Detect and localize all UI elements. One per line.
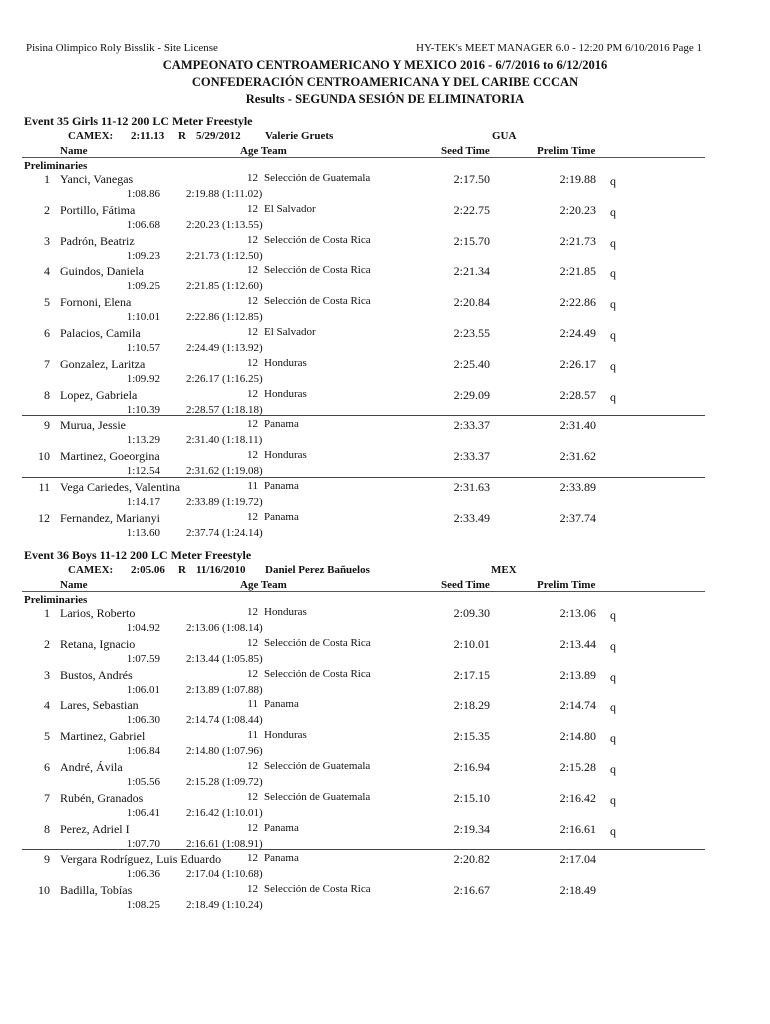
seed-time: 2:15.35	[453, 729, 490, 744]
column-prelim-time: Prelim Time	[537, 145, 596, 157]
prelim-time: 2:15.28	[559, 760, 596, 774]
swimmer-age: 11	[247, 729, 258, 742]
result-row	[0, 480, 770, 511]
split-50: 1:06.41	[126, 806, 160, 819]
split-50: 1:07.59	[126, 652, 160, 665]
split-50: 1:09.92	[126, 372, 160, 385]
place-number: 4	[44, 264, 50, 279]
split-50: 1:14.17	[126, 496, 160, 508]
swimmer-age: 12	[247, 510, 258, 523]
result-row	[0, 852, 770, 883]
team-name: Honduras	[264, 729, 307, 742]
team-name: Panama	[264, 418, 299, 431]
qualified-mark: q	[610, 700, 616, 715]
prelim-time: 2:31.40	[559, 418, 596, 433]
place-number: 5	[44, 729, 50, 744]
swimmer-age: 12	[247, 606, 258, 618]
team-name: Panama	[264, 510, 299, 523]
place-number: 1	[44, 606, 50, 620]
place-number: 6	[44, 326, 50, 340]
team-name: Panama	[264, 852, 299, 865]
prelim-time: 2:21.73	[559, 233, 596, 248]
swimmer-age: 12	[247, 418, 258, 431]
column-prelim-time: Prelim Time	[537, 579, 596, 591]
place-number: 5	[44, 295, 50, 310]
result-row	[0, 822, 770, 853]
qualified-mark: q	[610, 358, 616, 373]
qualified-mark: q	[610, 389, 616, 404]
swimmer-name: Lopez, Gabriela	[60, 387, 138, 402]
result-row	[0, 234, 770, 265]
split-final: 2:26.17 (1:16.25)	[186, 372, 263, 385]
swimmer-name: Bustos, Andrés	[60, 667, 133, 682]
swimmer-age: 12	[247, 264, 258, 277]
split-50: 1:05.56	[126, 776, 160, 788]
place-number: 12	[38, 510, 50, 525]
place-number: 6	[44, 760, 50, 774]
result-row	[0, 511, 770, 542]
column-seed-time: Seed Time	[441, 145, 490, 157]
split-final: 2:17.04 (1:10.68)	[186, 868, 263, 881]
place-number: 3	[44, 233, 50, 248]
swimmer-age: 11	[247, 698, 258, 711]
swimmer-age: 12	[247, 636, 258, 649]
team-name: El Salvador	[264, 202, 316, 215]
session-title: Results - SEGUNDA SESIÓN DE ELIMINATORIA	[245, 92, 525, 106]
swimmer-name: Fornoni, Elena	[60, 295, 132, 310]
result-row	[0, 326, 770, 357]
seed-time: 2:17.50	[453, 172, 490, 186]
team-name: Panama	[264, 698, 299, 711]
qualified-mark: q	[610, 731, 616, 746]
swimmer-age: 12	[247, 387, 258, 400]
qualified-mark: q	[610, 204, 616, 219]
swimmer-name: Vergara Rodríguez, Luis Eduardo	[60, 852, 222, 867]
qualified-mark: q	[610, 669, 616, 684]
split-50: 1:10.39	[126, 403, 160, 416]
swimmer-name: Larios, Roberto	[60, 606, 136, 620]
swimmer-age: 12	[247, 883, 258, 896]
prelim-time: 2:20.23	[559, 202, 596, 217]
record-type: R	[178, 130, 186, 142]
column-name: Name	[60, 145, 88, 157]
prelim-time: 2:24.49	[559, 326, 596, 340]
result-row	[0, 698, 770, 729]
section-label: Preliminaries	[24, 594, 88, 606]
event-title: Event 36 Boys 11-12 200 LC Meter Freestyle	[24, 548, 252, 562]
team-name: Honduras	[264, 387, 307, 400]
prelim-time: 2:13.44	[559, 636, 596, 651]
qualifier-cutoff-rule	[22, 415, 705, 416]
swimmer-age: 12	[247, 326, 258, 338]
team-name: Selección de Costa Rica	[264, 667, 371, 680]
split-final: 2:15.28 (1:09.72)	[186, 776, 263, 788]
record-time: 2:05.06	[131, 564, 165, 576]
seed-time: 2:18.29	[453, 698, 490, 713]
record-label: CAMEX:	[68, 564, 114, 576]
qualified-mark: q	[610, 174, 616, 188]
qualifier-cutoff-rule	[22, 477, 705, 478]
record-country: MEX	[491, 564, 517, 576]
split-50: 1:13.29	[126, 434, 160, 447]
result-row	[0, 791, 770, 822]
prelim-time: 2:28.57	[559, 387, 596, 402]
prelim-time: 2:16.42	[559, 790, 596, 805]
split-final: 2:13.06 (1:08.14)	[186, 622, 263, 634]
split-50: 1:06.68	[126, 218, 160, 231]
swimmer-name: André, Ávila	[60, 760, 123, 774]
result-row	[0, 449, 770, 480]
split-50: 1:06.36	[126, 868, 160, 881]
split-50: 1:09.25	[126, 280, 160, 293]
swimmer-name: Vega Cariedes, Valentina	[60, 480, 181, 494]
place-number: 3	[44, 667, 50, 682]
swimmer-age: 11	[247, 480, 258, 492]
qualified-mark: q	[610, 762, 616, 776]
split-final: 2:31.40 (1:18.11)	[186, 434, 263, 447]
swimmer-name: Badilla, Tobías	[60, 883, 133, 898]
header-rule	[22, 591, 705, 592]
swimmer-name: Lares, Sebastian	[60, 698, 139, 713]
prelim-time: 2:26.17	[559, 356, 596, 371]
site-license-header: Pisina Olimpico Roly Bisslik - Site License	[26, 42, 218, 54]
record-time: 2:11.13	[131, 130, 165, 142]
split-final: 2:19.88 (1:11.02)	[186, 188, 263, 200]
swimmer-age: 12	[247, 790, 258, 803]
team-name: Selección de Guatemala	[264, 172, 371, 184]
team-name: Selección de Costa Rica	[264, 264, 371, 277]
prelim-time: 2:22.86	[559, 295, 596, 310]
place-number: 2	[44, 202, 50, 217]
event-title: Event 35 Girls 11-12 200 LC Meter Freestyle	[24, 114, 253, 128]
team-name: Honduras	[264, 606, 307, 618]
prelim-time: 2:37.74	[559, 510, 596, 525]
seed-time: 2:25.40	[453, 356, 490, 371]
seed-time: 2:33.37	[453, 449, 490, 464]
swimmer-age: 12	[247, 852, 258, 865]
split-50: 1:13.60	[126, 526, 160, 539]
split-50: 1:08.25	[126, 899, 160, 912]
swimmer-name: Fernandez, Marianyi	[60, 510, 160, 525]
split-50: 1:10.01	[126, 311, 160, 324]
seed-time: 2:20.84	[453, 295, 490, 310]
seed-time: 2:22.75	[453, 202, 490, 217]
team-name: Panama	[264, 480, 299, 492]
seed-time: 2:31.63	[453, 480, 490, 494]
swimmer-age: 12	[247, 356, 258, 369]
result-row	[0, 729, 770, 760]
qualified-mark: q	[610, 266, 616, 281]
header-rule	[22, 157, 705, 158]
split-final: 2:14.80 (1:07.96)	[186, 745, 263, 758]
team-name: Panama	[264, 821, 299, 834]
swimmer-name: Murua, Jessie	[60, 418, 126, 433]
team-name: Selección de Guatemala	[264, 790, 371, 803]
team-name: El Salvador	[264, 326, 316, 338]
result-row	[0, 172, 770, 203]
swimmer-name: Palacios, Camila	[60, 326, 141, 340]
column-age-team: Age Team	[240, 579, 287, 591]
result-row	[0, 883, 770, 914]
seed-time: 2:16.94	[453, 760, 490, 774]
seed-time: 2:16.67	[453, 883, 490, 898]
record-type: R	[178, 564, 186, 576]
result-row	[0, 760, 770, 791]
split-final: 2:16.42 (1:10.01)	[186, 806, 263, 819]
swimmer-name: Yanci, Vanegas	[60, 172, 134, 186]
seed-time: 2:33.49	[453, 510, 490, 525]
seed-time: 2:33.37	[453, 418, 490, 433]
seed-time: 2:17.15	[453, 667, 490, 682]
split-final: 2:16.61 (1:08.91)	[186, 837, 263, 850]
place-number: 7	[44, 790, 50, 805]
split-final: 2:21.85 (1:12.60)	[186, 280, 263, 293]
swimmer-name: Guindos, Daniela	[60, 264, 144, 279]
swimmer-age: 12	[247, 233, 258, 246]
prelim-time: 2:18.49	[559, 883, 596, 898]
split-final: 2:14.74 (1:08.44)	[186, 714, 263, 727]
meet-title: CAMPEONATO CENTROAMERICANO Y MEXICO 2016 - 6/7/2016 to 6/12/2016	[162, 58, 608, 72]
place-number: 9	[44, 418, 50, 433]
swimmer-age: 12	[247, 172, 258, 184]
swimmer-name: Martinez, Gabriel	[60, 729, 146, 744]
place-number: 10	[38, 449, 50, 464]
result-row	[0, 264, 770, 295]
prelim-time: 2:13.06	[559, 606, 596, 620]
result-row	[0, 606, 770, 637]
seed-time: 2:10.01	[453, 636, 490, 651]
qualified-mark: q	[610, 297, 616, 312]
column-seed-time: Seed Time	[441, 579, 490, 591]
team-name: Selección de Costa Rica	[264, 636, 371, 649]
swimmer-name: Gonzalez, Laritza	[60, 356, 146, 371]
swimmer-name: Retana, Ignacio	[60, 636, 136, 651]
split-final: 2:28.57 (1:18.18)	[186, 403, 263, 416]
record-date: 11/16/2010	[196, 564, 246, 576]
swimmer-name: Perez, Adriel I	[60, 821, 130, 836]
team-name: Selección de Costa Rica	[264, 295, 371, 308]
prelim-time: 2:16.61	[559, 821, 596, 836]
prelim-time: 2:31.62	[559, 449, 596, 464]
place-number: 4	[44, 698, 50, 713]
swimmer-age: 12	[247, 202, 258, 215]
split-50: 1:09.23	[126, 249, 160, 262]
qualifier-cutoff-rule	[22, 849, 705, 850]
result-row	[0, 418, 770, 449]
swimmer-age: 12	[247, 760, 258, 772]
split-50: 1:06.84	[126, 745, 160, 758]
record-holder: Valerie Gruets	[265, 130, 334, 142]
result-row	[0, 668, 770, 699]
swimmer-age: 12	[247, 667, 258, 680]
swimmer-name: Martinez, Goeorgina	[60, 449, 160, 464]
confederation-title: CONFEDERACIÓN CENTROAMERICANA Y DEL CARIBE CCCAN	[191, 75, 579, 89]
team-name: Honduras	[264, 449, 307, 462]
result-row	[0, 295, 770, 326]
qualified-mark: q	[610, 235, 616, 250]
qualified-mark: q	[610, 328, 616, 342]
place-number: 7	[44, 356, 50, 371]
split-final: 2:20.23 (1:13.55)	[186, 218, 263, 231]
prelim-time: 2:33.89	[559, 480, 596, 494]
split-final: 2:33.89 (1:19.72)	[186, 496, 263, 508]
split-50: 1:06.01	[126, 683, 160, 696]
place-number: 8	[44, 821, 50, 836]
split-50: 1:04.92	[126, 622, 160, 634]
split-final: 2:21.73 (1:12.50)	[186, 249, 263, 262]
record-date: 5/29/2012	[196, 130, 241, 142]
seed-time: 2:20.82	[453, 852, 490, 867]
seed-time: 2:15.10	[453, 790, 490, 805]
seed-time: 2:15.70	[453, 233, 490, 248]
prelim-time: 2:13.89	[559, 667, 596, 682]
seed-time: 2:21.34	[453, 264, 490, 279]
split-final: 2:22.86 (1:12.85)	[186, 311, 263, 324]
prelim-time: 2:17.04	[559, 852, 596, 867]
software-timestamp-header: HY-TEK's MEET MANAGER 6.0 - 12:20 PM 6/10/2016 Page 1	[416, 42, 702, 54]
place-number: 9	[44, 852, 50, 867]
seed-time: 2:19.34	[453, 821, 490, 836]
qualified-mark: q	[610, 608, 616, 622]
seed-time: 2:29.09	[453, 387, 490, 402]
split-50: 1:12.54	[126, 465, 160, 478]
team-name: Selección de Guatemala	[264, 760, 371, 772]
seed-time: 2:09.30	[453, 606, 490, 620]
place-number: 8	[44, 387, 50, 402]
result-row	[0, 357, 770, 388]
column-name: Name	[60, 579, 88, 591]
split-50: 1:07.70	[126, 837, 160, 850]
prelim-time: 2:14.74	[559, 698, 596, 713]
swimmer-name: Padrón, Beatriz	[60, 233, 135, 248]
swimmer-age: 12	[247, 295, 258, 308]
swimmer-age: 12	[247, 821, 258, 834]
split-50: 1:06.30	[126, 714, 160, 727]
place-number: 1	[44, 172, 50, 186]
qualified-mark: q	[610, 823, 616, 838]
team-name: Selección de Costa Rica	[264, 883, 371, 896]
seed-time: 2:23.55	[453, 326, 490, 340]
split-final: 2:24.49 (1:13.92)	[186, 342, 263, 354]
swimmer-name: Portillo, Fátima	[60, 202, 136, 217]
prelim-time: 2:14.80	[559, 729, 596, 744]
place-number: 2	[44, 636, 50, 651]
prelim-time: 2:21.85	[559, 264, 596, 279]
split-final: 2:13.89 (1:07.88)	[186, 683, 263, 696]
qualified-mark: q	[610, 638, 616, 653]
prelim-time: 2:19.88	[559, 172, 596, 186]
qualified-mark: q	[610, 792, 616, 807]
result-row	[0, 637, 770, 668]
split-final: 2:37.74 (1:24.14)	[186, 526, 263, 539]
split-final: 2:13.44 (1:05.85)	[186, 652, 263, 665]
record-label: CAMEX:	[68, 130, 114, 142]
column-age-team: Age Team	[240, 145, 287, 157]
split-50: 1:10.57	[126, 342, 160, 354]
split-final: 2:31.62 (1:19.08)	[186, 465, 263, 478]
team-name: Honduras	[264, 356, 307, 369]
result-row	[0, 388, 770, 419]
swimmer-age: 12	[247, 449, 258, 462]
record-holder: Daniel Perez Bañuelos	[265, 564, 370, 576]
swimmer-name: Rubén, Granados	[60, 790, 144, 805]
place-number: 11	[38, 480, 50, 494]
split-50: 1:08.86	[126, 188, 160, 200]
record-country: GUA	[492, 130, 517, 142]
split-final: 2:18.49 (1:10.24)	[186, 899, 263, 912]
section-label: Preliminaries	[24, 160, 88, 172]
team-name: Selección de Costa Rica	[264, 233, 371, 246]
place-number: 10	[38, 883, 50, 898]
result-row	[0, 203, 770, 234]
